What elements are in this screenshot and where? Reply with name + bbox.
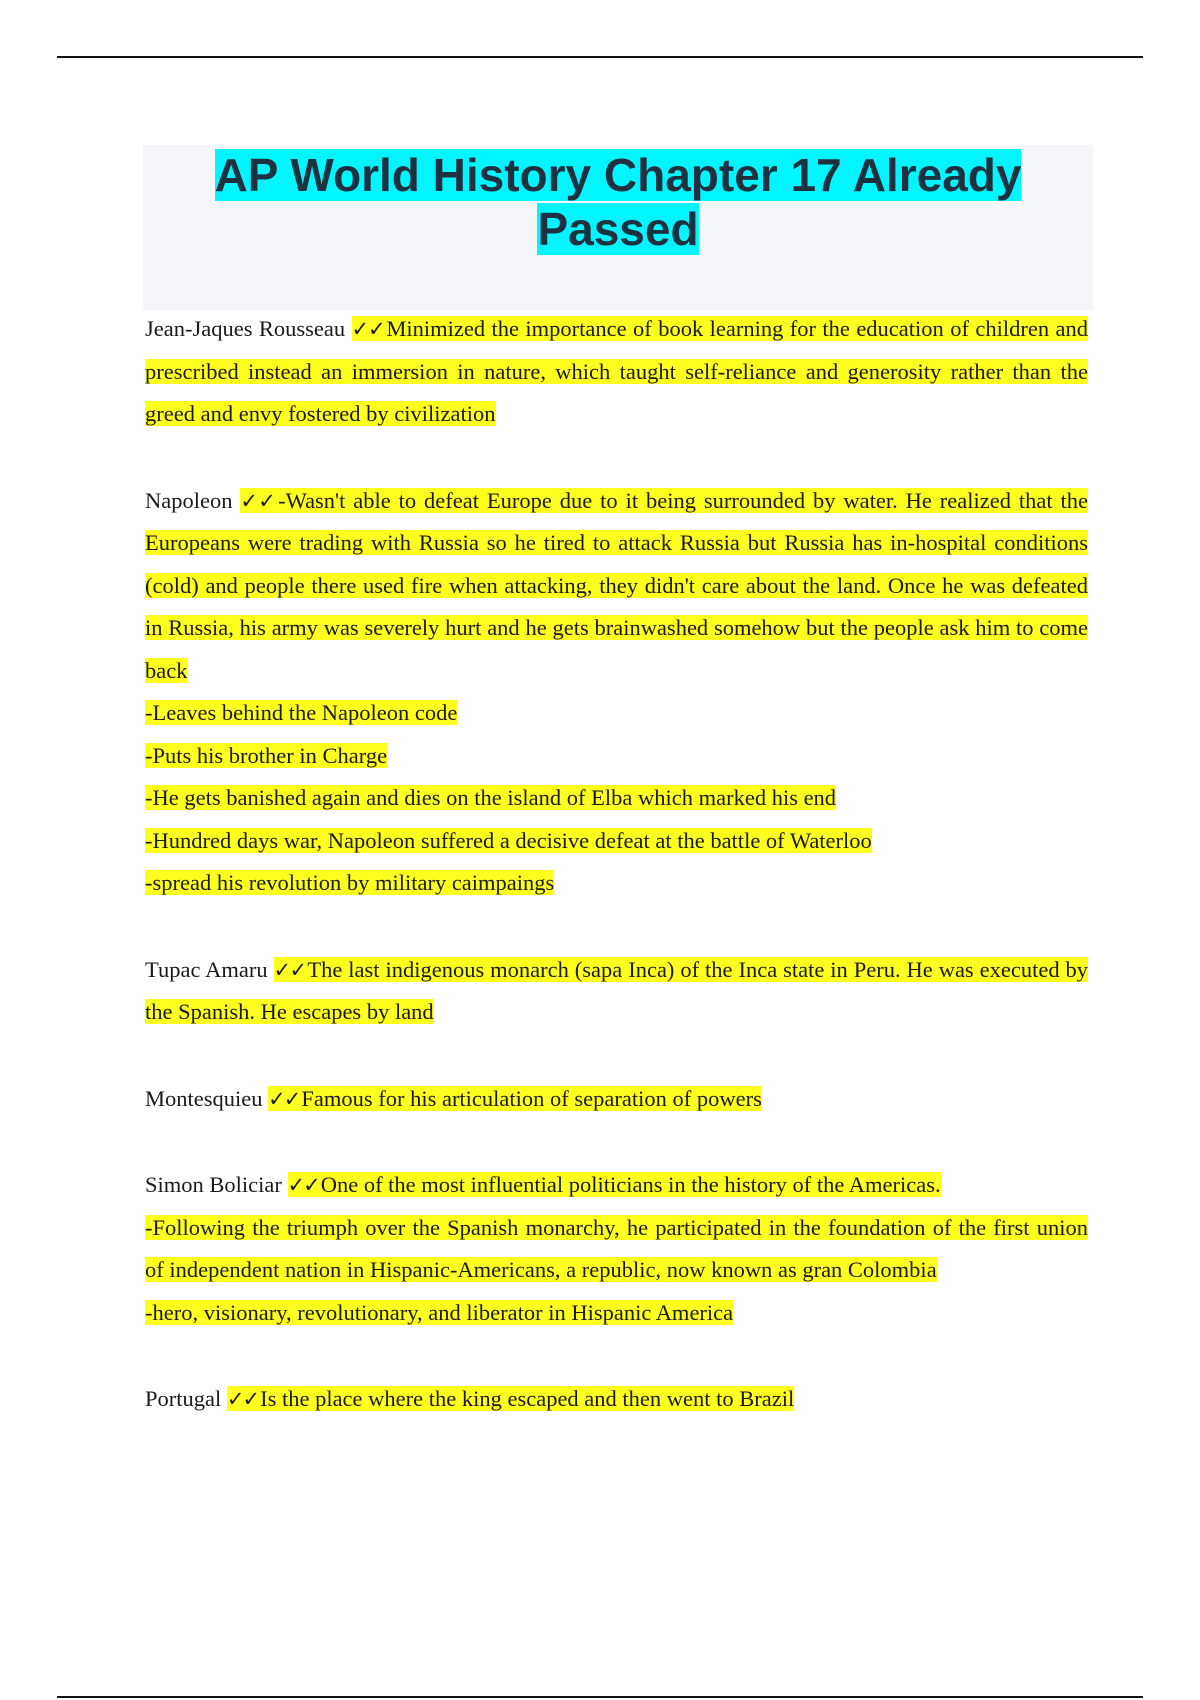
flashcard-entry (145, 480, 1088, 905)
flashcard-definition-paragraph (145, 1078, 1088, 1121)
highlighted-extra-text: -Puts his brother in Charge (145, 742, 388, 768)
flashcard-definition: The last indigenous monarch (sapa Inca) of the Inca state in Peru. He was executed by the Spanish. He escapes by land (145, 956, 1089, 1024)
double-check-icon: ✓✓ (268, 1086, 300, 1111)
flashcard-extra-line (145, 1292, 1088, 1335)
flashcard-term: Montesquieu (145, 1085, 263, 1111)
highlighted-extra-text: -Hundred days war, Napoleon suffered a decisive defeat at the battle of Waterloo (145, 827, 872, 853)
flashcard-definition-paragraph (145, 1378, 1088, 1421)
flashcard-extra-line (145, 735, 1088, 778)
flashcard-definition: Famous for his articulation of separation of powers (301, 1085, 762, 1111)
highlighted-extra-text: -hero, visionary, revolutionary, and liberator in Hispanic America (145, 1299, 734, 1325)
page-title (143, 145, 1093, 256)
flashcard-extra-line (145, 1207, 1088, 1292)
highlighted-answer (268, 1086, 762, 1111)
highlighted-answer (227, 1386, 794, 1411)
highlighted-extra-text: -spread his revolution by military caimpaings (145, 870, 555, 895)
highlighted-answer (145, 957, 1088, 1025)
flashcard-definition: Is the place where the king escaped and then went to Brazil (260, 1386, 795, 1411)
flashcard-term: Jean-Jaques Rousseau (145, 316, 346, 341)
flashcard-entry (145, 308, 1088, 436)
highlighted-extra-text: -Following the triumph over the Spanish monarchy, he participated in the foundation of the first union of independent nation in Hispanic-Americans, a republic, now known as gran Colombia (145, 1214, 1088, 1282)
flashcard-entry (145, 1378, 1088, 1421)
flashcard-definition-paragraph (145, 1164, 1088, 1207)
bottom-rule (57, 1696, 1143, 1698)
double-check-icon: ✓✓ (287, 1173, 319, 1197)
flashcard-definition-paragraph (145, 949, 1088, 1034)
flashcard-entry (145, 1078, 1088, 1121)
double-check-icon: ✓✓ (351, 317, 385, 341)
flashcard-definition: Minimized the importance of book learning for the education of children and prescribed instead an immersion in nature, which taught self-reliance and generosity rather than the greed and envy fostered by civilization (145, 316, 1088, 426)
title-line-1: AP World History Chapter 17 Already (214, 149, 1022, 201)
flashcard-extra-line (145, 820, 1088, 863)
flashcard-definition: -Wasn't able to defeat Europe due to it being surrounded by water. He realized that the Europeans were trading with Russia so he tired to attack Russia but Russia has in-hospital conditions (cold) and people there used fire when attacking, they didn't care about the land. Once he was defeated in Russia, his army was severely hurt and he gets brainwashed somehow but the people ask him to come back (145, 487, 1088, 683)
highlighted-extra-text: -He gets banished again and dies on the island of Elba which marked his end (145, 785, 837, 810)
top-rule (57, 56, 1143, 58)
flashcard-extra-line (145, 777, 1088, 820)
flashcard-term: Portugal (145, 1386, 222, 1411)
double-check-icon: ✓✓ (226, 1387, 259, 1411)
flashcard-entry (145, 949, 1088, 1034)
title-line-2: Passed (537, 203, 699, 255)
flashcard-extra-line (145, 862, 1088, 905)
flashcard-list (145, 308, 1088, 1465)
flashcard-definition-paragraph (145, 480, 1088, 693)
flashcard-definition: One of the most influential politicians in the history of the Americas. (320, 1172, 941, 1197)
highlighted-extra-text: -Leaves behind the Napoleon code (145, 700, 458, 725)
double-check-icon: ✓✓ (273, 957, 306, 982)
flashcard-definition-paragraph (145, 308, 1088, 436)
flashcard-term: Simon Boliciar (145, 1172, 282, 1197)
flashcard-entry (145, 1164, 1088, 1334)
title-block (143, 145, 1093, 310)
double-check-icon: ✓✓ (240, 488, 277, 513)
flashcard-extra-line (145, 692, 1088, 735)
flashcard-term: Napoleon (145, 487, 233, 513)
flashcard-term: Tupac Amaru (145, 956, 268, 982)
highlighted-answer (145, 488, 1088, 683)
highlighted-answer (288, 1172, 941, 1197)
